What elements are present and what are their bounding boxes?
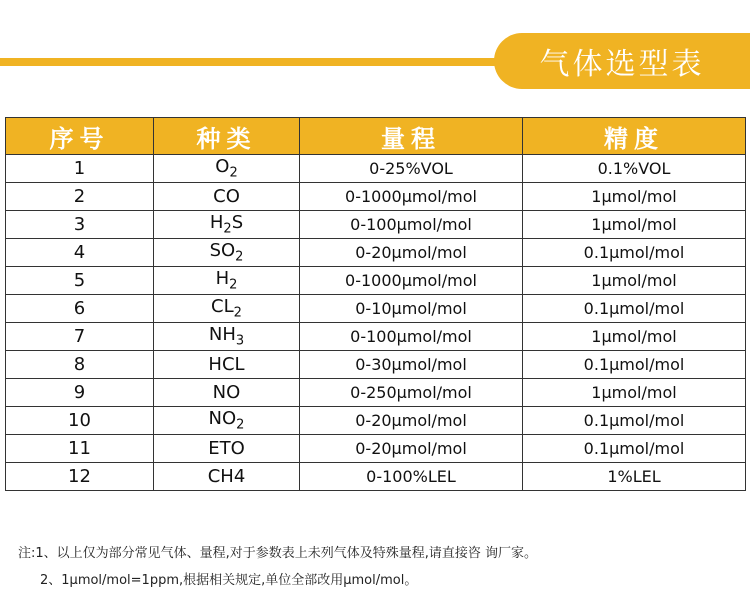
table-row <box>6 351 746 379</box>
gas-formula: CH4 <box>207 466 246 487</box>
gas-formula: NO <box>212 382 241 403</box>
gas-formula: CL <box>211 296 234 318</box>
gas-subscript: 3 <box>235 333 245 349</box>
cell-precision: 0.1μmol/mol <box>523 435 746 463</box>
cell-range: 0-250μmol/mol <box>300 379 523 407</box>
cell-no: 11 <box>6 435 154 463</box>
table-row <box>6 239 746 267</box>
cell-precision: 1μmol/mol <box>523 267 746 295</box>
cell-precision: 0.1μmol/mol <box>523 239 746 267</box>
cell-range: 0-1000μmol/mol <box>300 267 523 295</box>
table-row <box>6 211 746 239</box>
cell-gas <box>154 267 300 295</box>
cell-no: 12 <box>6 463 154 491</box>
header-stripe <box>0 58 520 66</box>
header-precision: 精度 <box>523 118 746 155</box>
gas-formula: NO <box>208 408 237 430</box>
gas-subscript: 2 <box>235 249 244 265</box>
cell-range: 0-20μmol/mol <box>300 407 523 435</box>
cell-precision: 1μmol/mol <box>523 379 746 407</box>
cell-no: 2 <box>6 183 154 211</box>
cell-precision: 0.1%VOL <box>523 155 746 183</box>
gas-subscript: 2 <box>223 221 232 237</box>
header-range: 量程 <box>300 118 523 155</box>
cell-no: 7 <box>6 323 154 351</box>
cell-gas <box>154 211 300 239</box>
gas-subscript: 2 <box>236 417 245 433</box>
table-row <box>6 323 746 351</box>
table-body <box>6 155 746 491</box>
cell-precision: 0.1μmol/mol <box>523 351 746 379</box>
gas-selection-table <box>5 117 746 491</box>
cell-no: 8 <box>6 351 154 379</box>
table-row <box>6 463 746 491</box>
cell-range: 0-100%LEL <box>300 463 523 491</box>
cell-range: 0-1000μmol/mol <box>300 183 523 211</box>
cell-precision: 0.1μmol/mol <box>523 407 746 435</box>
cell-precision: 1μmol/mol <box>523 183 746 211</box>
cell-gas <box>154 463 300 491</box>
cell-precision: 1μmol/mol <box>523 323 746 351</box>
cell-range: 0-100μmol/mol <box>300 211 523 239</box>
cell-range: 0-25%VOL <box>300 155 523 183</box>
table-row <box>6 295 746 323</box>
cell-gas <box>154 323 300 351</box>
gas-formula: CO <box>213 186 240 207</box>
gas-formula: H <box>215 268 230 290</box>
cell-gas <box>154 379 300 407</box>
gas-formula: H <box>209 212 224 234</box>
cell-gas <box>154 295 300 323</box>
table-row <box>6 407 746 435</box>
table-row <box>6 435 746 463</box>
cell-precision: 1μmol/mol <box>523 211 746 239</box>
cell-no: 9 <box>6 379 154 407</box>
table-row <box>6 379 746 407</box>
cell-no: 3 <box>6 211 154 239</box>
cell-range: 0-10μmol/mol <box>300 295 523 323</box>
gas-subscript: 2 <box>229 277 238 293</box>
table-row <box>6 155 746 183</box>
cell-gas <box>154 407 300 435</box>
gas-formula: NH <box>208 324 236 346</box>
note-line-2: 2、1μmol/mol=1ppm,根据相关规定,单位全部改用μmol/mol。 <box>40 573 418 588</box>
cell-no: 5 <box>6 267 154 295</box>
notes <box>18 540 537 594</box>
cell-precision: 0.1μmol/mol <box>523 295 746 323</box>
page-title: 气体选型表 <box>494 33 750 89</box>
table-row <box>6 267 746 295</box>
header-no: 序号 <box>6 118 154 155</box>
header-gas: 种类 <box>154 118 300 155</box>
cell-precision: 1%LEL <box>523 463 746 491</box>
cell-no: 4 <box>6 239 154 267</box>
cell-gas <box>154 239 300 267</box>
cell-gas <box>154 183 300 211</box>
cell-range: 0-20μmol/mol <box>300 435 523 463</box>
cell-gas <box>154 351 300 379</box>
cell-range: 0-30μmol/mol <box>300 351 523 379</box>
cell-no: 1 <box>6 155 154 183</box>
cell-range: 0-20μmol/mol <box>300 239 523 267</box>
gas-formula: HCL <box>208 354 245 375</box>
cell-range: 0-100μmol/mol <box>300 323 523 351</box>
gas-subscript: 2 <box>233 305 242 321</box>
table-header-row <box>6 118 746 155</box>
table-row <box>6 183 746 211</box>
gas-subscript: 2 <box>229 165 238 181</box>
gas-formula: SO <box>209 240 236 262</box>
cell-no: 10 <box>6 407 154 435</box>
cell-no: 6 <box>6 295 154 323</box>
gas-formula: O <box>215 156 230 178</box>
gas-suffix: S <box>231 212 244 234</box>
gas-formula: ETO <box>208 438 245 459</box>
cell-gas <box>154 155 300 183</box>
cell-gas <box>154 435 300 463</box>
note-line-1: 注:1、以上仅为部分常见气体、量程,对于参数表上未列气体及特殊量程,请直接咨 询厂家。 <box>18 546 538 561</box>
